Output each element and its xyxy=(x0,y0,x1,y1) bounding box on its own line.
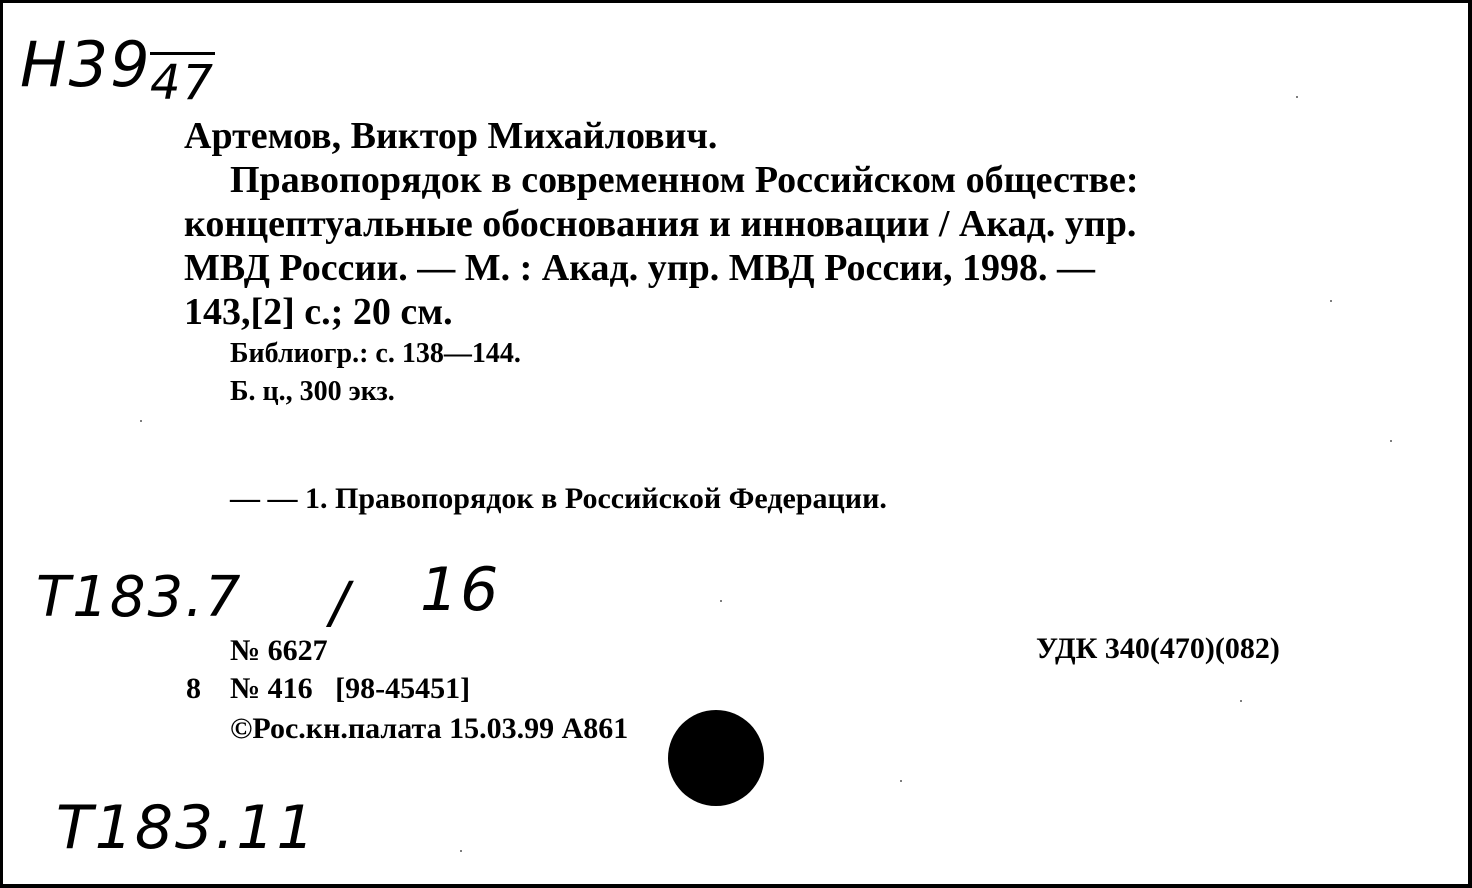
title-line-1: Правопорядок в современном Российском обществе: xyxy=(230,159,1139,201)
scan-speck xyxy=(140,420,142,422)
scan-speck xyxy=(1296,96,1298,98)
card-main-entry xyxy=(184,114,1324,334)
scan-speck xyxy=(1240,700,1242,702)
author-heading: Артемов, Виктор Михайлович. xyxy=(184,115,718,157)
handwritten-fraction: 47 xyxy=(150,52,215,111)
scan-speck xyxy=(720,600,722,602)
bibliography-note: Библиогр.: с. 138—144. xyxy=(230,338,521,369)
price-note: Б. ц., 300 экз. xyxy=(230,376,395,407)
card-border-top xyxy=(0,0,1472,3)
handwritten-class-1: Т183.7 xyxy=(36,565,243,630)
title-line-2: концептуальные обоснования и инновации / Акад. упр. xyxy=(184,203,1137,245)
handwritten-slash: / xyxy=(330,571,351,636)
book-chamber-stamp-line: ©Рос.кн.палата 15.03.99 А861 xyxy=(230,712,629,745)
card-border-bottom xyxy=(0,884,1472,888)
handwritten-shelf-mark: Н39 xyxy=(20,28,152,101)
handwritten-class-2: Т183.11 xyxy=(56,793,317,863)
title-line-3: МВД России. — М. : Акад. упр. МВД России, 1998. — xyxy=(184,247,1095,289)
card-border-left xyxy=(0,0,3,888)
handwritten-16: 16 xyxy=(420,555,501,625)
card-number-1: № 6627 xyxy=(230,634,328,667)
scan-speck xyxy=(1390,440,1392,442)
scan-speck xyxy=(900,780,902,782)
udc-code: УДК 340(470)(082) xyxy=(1036,632,1280,665)
card-border-right xyxy=(1468,0,1472,888)
scan-speck xyxy=(460,850,462,852)
physical-extent: 143,[2] с.; 20 см. xyxy=(184,291,453,333)
card-number-2: № 416 [98-45451] xyxy=(230,672,471,705)
punch-hole xyxy=(668,710,764,806)
subject-heading: — — 1. Правопорядок в Российской Федерации. xyxy=(230,482,887,515)
card-number-2-prefix: 8 xyxy=(186,672,201,705)
scan-speck xyxy=(1330,300,1332,302)
